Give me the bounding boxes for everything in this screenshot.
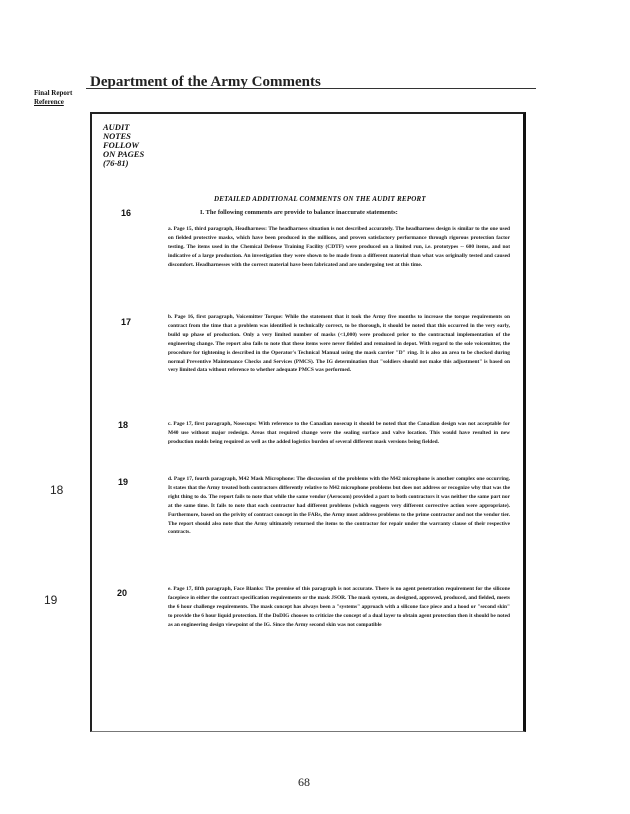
page-header-title: Department of the Army Comments xyxy=(90,74,321,90)
audit-note-number: 17 xyxy=(121,317,132,327)
detailed-comments-heading: DETAILED ADDITIONAL COMMENTS ON THE AUDIT REPORT xyxy=(214,195,426,203)
audit-notes-line: ON PAGES xyxy=(103,149,145,159)
audit-note-number: 20 xyxy=(117,588,128,598)
reference-label: Reference xyxy=(34,98,64,106)
comment-paragraph-d: d. Page 17, fourth paragraph, M42 Mask Microphone: The discussion of the problems with the M42 microphone is another complex one occurring. It states that the Army treated both contractors differently relative to M42 microphone problems but does not address or recognize why that was the right thing to do. The report fails to note that while the same vendor (Aerocom) provided a part to both contractors it was neither the same part nor at the same time. It fails to note that each contractor had different problems (which suggests very different corrective action were appropriate). Furthermore, based on the privity of contract concept in the FARs, the Army must address problems to the prime contractor and not the vendor tier. The report should also note that the Army ultimately returned the items to the contractor for repair under the warranty clause of their respective contracts. xyxy=(168,476,510,536)
audit-note-number: 19 xyxy=(118,477,129,487)
comment-paragraph-c: c. Page 17, first paragraph, Nosecups: With reference to the Canadian nosecup it should be noted that the Canadian design was not acceptable for M40 use without major redesign. Areas that required change were the sealing surface and valve location. This would have resulted in new production molds being required as well as the added logistics burden of several different mask versions being fielded. xyxy=(168,421,510,445)
final-report-reference-label xyxy=(34,89,72,107)
final-report-label: Final Report xyxy=(34,89,73,97)
comment-paragraph-a: a. Page 15, third paragraph, Headharness: The headharness situation is not described accurately. The headharness design is similar to the one used on fielded protective masks, which have been produced in the millions, and proven satisfactory performance through rigorous protection factor testing. The items used in the Chemical Defense Training Facility (CDTF) were produced on a limited run, i.e. prototypes -- 600 items, and not indicative of a large production. An investigation they were shown to be made from a different material than what was originally tested and caused discomfort. Headharnesses with the correct material have been fabricated and are undergoing test at this time. xyxy=(168,226,510,268)
audit-note-number: 18 xyxy=(118,420,129,430)
comment-paragraph-e: e. Page 17, fifth paragraph, Face Blanks: The premise of this paragraph is not accurate. There is no agent penetration requirement for the silicone facepiece in either the contract specification requirements or the mask JSOR. The mask system, as designed, approved, produced, and fielded, meets the 6 hour challenge requirements. The mask concept has always been a "systems" approach with a silicone face piece and a hood or "second skin" to provide the 6 hour liquid protection. If the DoDIG chooses to criticize the concept of a dual layer to obtain agent protection then it should be noted as an engineering design viewpoint of the IG. Since the Army second skin was not compatible xyxy=(168,586,510,628)
intro-statement: I. The following comments are provide to balance inaccurate statements: xyxy=(200,209,398,216)
audit-note-number: 16 xyxy=(121,208,132,218)
final-report-ref-18: 18 xyxy=(50,483,64,497)
page-number: 68 xyxy=(298,775,310,789)
audit-notes-line: FOLLOW xyxy=(103,140,139,150)
audit-notes-line: (76-81) xyxy=(103,158,129,168)
final-report-ref-19: 19 xyxy=(44,593,58,607)
audit-notes-line: AUDIT xyxy=(103,122,130,132)
audit-notes-line: NOTES xyxy=(103,131,131,141)
comment-paragraph-b: b. Page 16, first paragraph, Voicemitter Torque: While the statement that it took the Army five months to increase the torque requirements on contract from the time that a problem was identified is technically correct, to be thorough, it should be noted that this occurred in the very early, build up phase of production. Only a very limited number of masks (<1,000) were produced prior to the contractual implementation of the engineering change. The report also fails to note that these items were never fielded and remained in depot. With regard to the sole voicemitter, the procedure for tightening is described in the Operator's Technical Manual using the mask carrier "D" ring. It is also an area to be checked during normal Preventive Maintenance Checks and Services (PMCS). The IG determination that "soldiers should not make this adjustment" is based on very limited data without reference to whether adequate PMCS was performed. xyxy=(168,314,510,374)
header-rule xyxy=(86,88,536,89)
audit-notes-block xyxy=(103,123,144,168)
